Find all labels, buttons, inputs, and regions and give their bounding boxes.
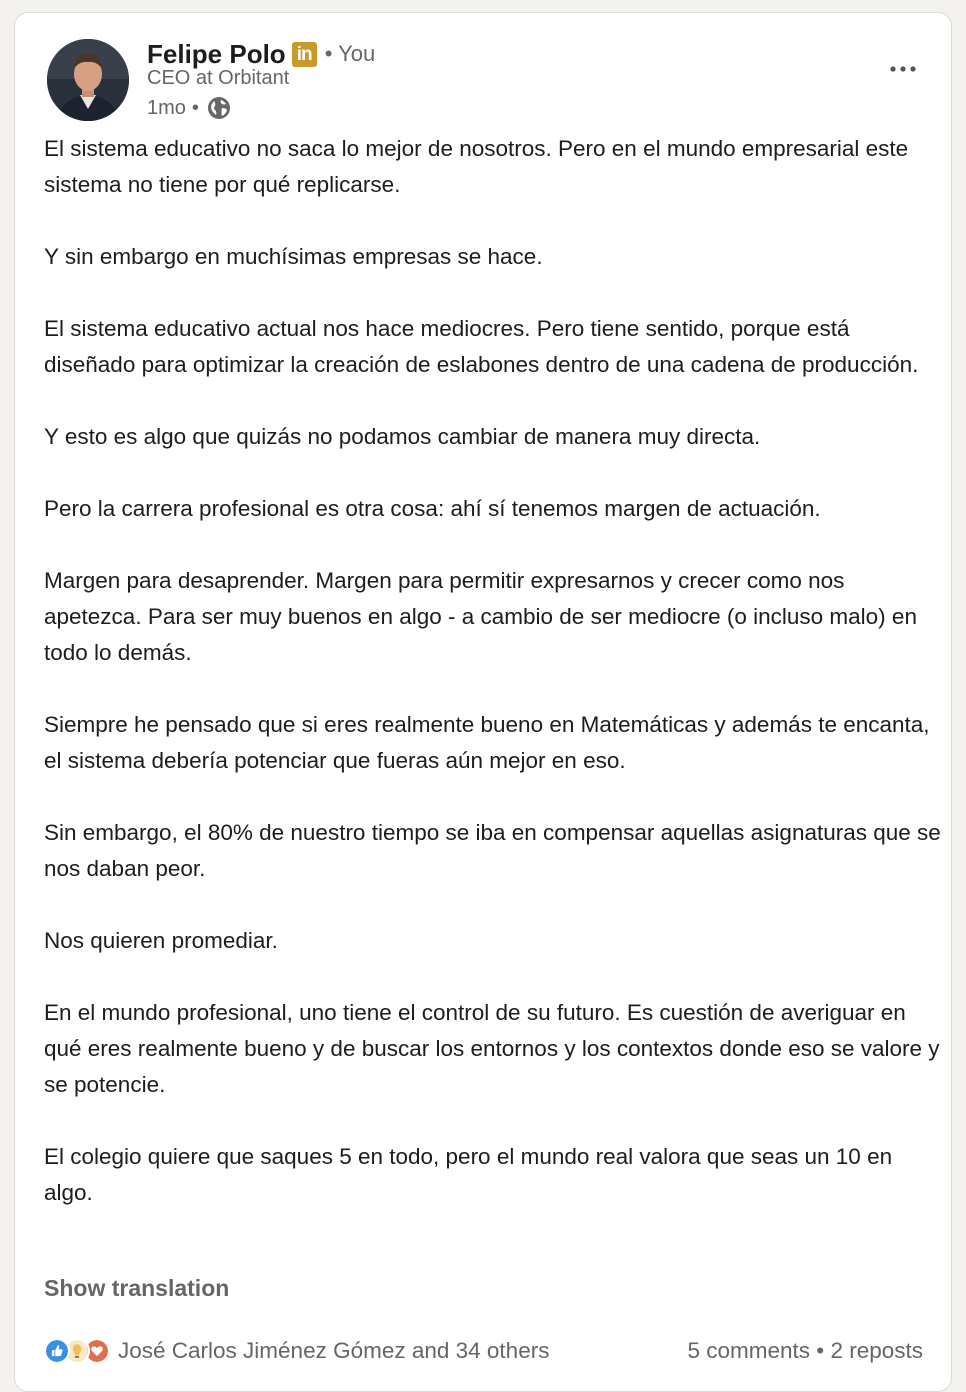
counts-separator: •	[816, 1338, 825, 1363]
author-headline: CEO at Orbitant	[147, 67, 290, 89]
show-translation-button[interactable]: Show translation	[44, 1275, 230, 1301]
globe-icon	[207, 96, 231, 120]
post-paragraph: El colegio quiere que saques 5 en todo, pero el mundo real valora que seas un 10 en algo.	[44, 1144, 893, 1205]
avatar-image	[47, 39, 129, 121]
connection-degree: • You	[324, 41, 376, 66]
post-paragraph: En el mundo profesional, uno tiene el control de su futuro. Es cuestión de averiguar en qué eres realmente bueno y de buscar los entornos y los contextos donde eso se valore y se potencie.	[44, 1000, 940, 1097]
ellipsis-icon[interactable]	[885, 57, 921, 85]
post-paragraph: Siempre he pensado que si eres realmente bueno en Matemáticas y además te encanta, el sistema debería potenciar que fueras aún mejor en eso.	[44, 712, 930, 773]
post-paragraph: Y sin embargo en muchísimas empresas se hace.	[44, 244, 543, 269]
post-paragraph: El sistema educativo actual nos hace mediocres. Pero tiene sentido, porque está diseñado para optimizar la creación de eslabones dentro de una cadena de producción.	[44, 316, 919, 377]
comments-count[interactable]: 5 comments	[687, 1338, 811, 1363]
post-header	[47, 37, 951, 127]
author-avatar[interactable]	[47, 39, 129, 121]
author-name[interactable]: Felipe Polo	[147, 38, 286, 69]
post-body	[44, 131, 944, 1247]
post-paragraph: El sistema educativo no saca lo mejor de nosotros. Pero en el mundo empresarial este sistema no tiene por qué replicarse.	[44, 136, 909, 197]
post-paragraph: Margen para desaprender. Margen para permitir expresarnos y crecer como nos apetezca. Para ser muy buenos en algo - a cambio de ser mediocre (o incluso malo) en todo lo demás.	[44, 568, 917, 665]
post-paragraph: Pero la carrera profesional es otra cosa: ahí sí tenemos margen de actuación.	[44, 496, 821, 521]
reactions-summary[interactable]	[44, 1337, 549, 1365]
author-name-line	[147, 37, 375, 71]
engagement-counts	[687, 1338, 923, 1364]
reaction-icons	[44, 1337, 112, 1365]
post-card	[14, 12, 952, 1392]
post-meta	[147, 93, 231, 123]
social-counts	[44, 1333, 923, 1369]
post-time: 1mo	[147, 96, 186, 119]
reposts-count[interactable]: 2 reposts	[830, 1338, 923, 1363]
meta-separator: •	[191, 96, 199, 119]
post-paragraph: Y esto es algo que quizás no podamos cambiar de manera muy directa.	[44, 424, 761, 449]
post-paragraph: Nos quieren promediar.	[44, 928, 278, 953]
reactions-text: José Carlos Jiménez Gómez and 34 others	[118, 1338, 550, 1363]
post-paragraph: Sin embargo, el 80% de nuestro tiempo se iba en compensar aquellas asignaturas que se nos daban peor.	[44, 820, 941, 881]
linkedin-premium-badge-icon: in	[292, 42, 317, 67]
like-icon	[44, 1338, 70, 1364]
